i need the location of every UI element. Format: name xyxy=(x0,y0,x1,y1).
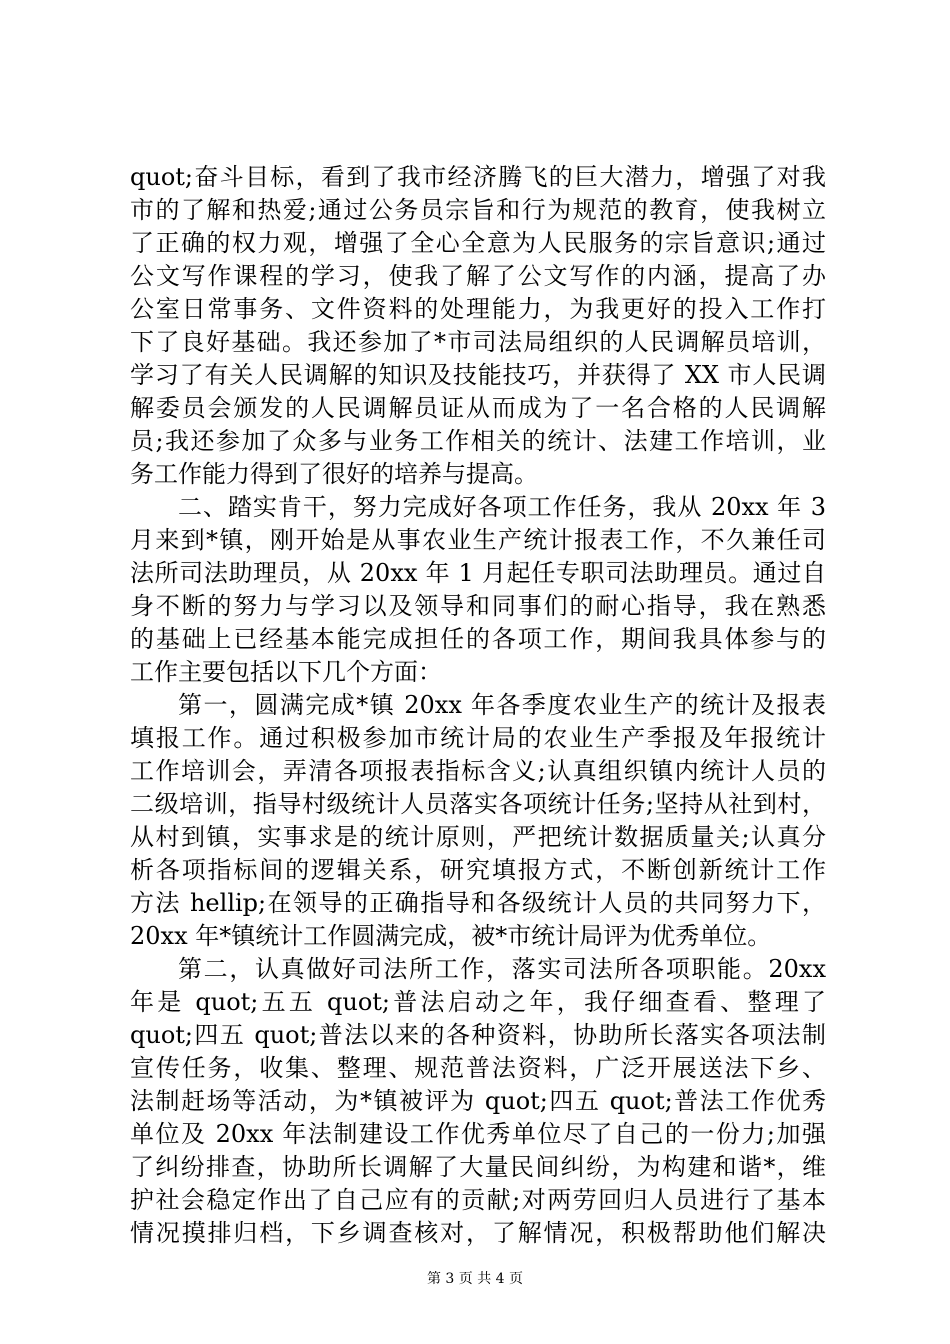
text-line: 下了良好基础。我还参加了*市司法局组织的人民调解员培训， xyxy=(130,328,826,356)
text-line: 宣传任务，收集、整理、规范普法资料，广泛开展送法下乡、 xyxy=(130,1054,826,1082)
text-line: 解委员会颁发的人民调解员证从而成为了一名合格的人民调解 xyxy=(130,394,826,422)
text-line: 了正确的权力观，增强了全心全意为人民服务的宗旨意识;通过 xyxy=(130,229,826,257)
text-line: 法制赶场等活动，为*镇被评为 quot;四五 quot;普法工作优秀 xyxy=(130,1087,826,1115)
document-body xyxy=(130,161,826,1250)
text-line: 工作培训会，弄清各项报表指标含义;认真组织镇内统计人员的 xyxy=(130,757,826,785)
text-line: 单位及 20xx 年法制建设工作优秀单位尽了自己的一份力;加强 xyxy=(130,1120,826,1148)
text-line: 公室日常事务、文件资料的处理能力，为我更好的投入工作打 xyxy=(130,295,826,323)
text-line: 学习了有关人民调解的知识及技能技巧，并获得了 XX 市人民调 xyxy=(130,361,826,389)
page-footer: 第 3 页 共 4 页 xyxy=(426,1271,524,1287)
text-line: 方法 hellip;在领导的正确指导和各级统计人员的共同努力下， xyxy=(130,889,826,917)
text-line: 二、踏实肯干，努力完成好各项工作任务，我从 20xx 年 3 xyxy=(178,493,826,521)
text-line: 员;我还参加了众多与业务工作相关的统计、法建工作培训，业 xyxy=(130,427,826,455)
text-line: 第二，认真做好司法所工作，落实司法所各项职能。20xx xyxy=(178,955,826,983)
text-line: 务工作能力得到了很好的培养与提高。 xyxy=(130,460,538,488)
text-line: 情况摸排归档，下乡调查核对，了解情况，积极帮助他们解决 xyxy=(130,1219,826,1247)
text-line: quot;奋斗目标，看到了我市经济腾飞的巨大潜力，增强了对我 xyxy=(130,163,826,191)
text-line: 护社会稳定作出了自己应有的贡献;对两劳回归人员进行了基本 xyxy=(130,1186,826,1214)
text-line: 的基础上已经基本能完成担任的各项工作，期间我具体参与的 xyxy=(130,625,826,653)
text-line: 年是 quot;五五 quot;普法启动之年，我仔细查看、整理了 xyxy=(130,988,826,1016)
text-line: 公文写作课程的学习，使我了解了公文写作的内涵，提高了办 xyxy=(130,262,826,290)
text-line: 月来到*镇，刚开始是从事农业生产统计报表工作，不久兼任司 xyxy=(130,526,826,554)
text-line: quot;四五 quot;普法以来的各种资料，协助所长落实各项法制 xyxy=(130,1021,826,1049)
text-line: 析各项指标间的逻辑关系，研究填报方式，不断创新统计工作 xyxy=(130,856,826,884)
text-line: 20xx 年*镇统计工作圆满完成，被*市统计局评为优秀单位。 xyxy=(130,922,772,950)
text-line: 市的了解和热爱;通过公务员宗旨和行为规范的教育，使我树立 xyxy=(130,196,826,224)
text-line: 身不断的努力与学习以及领导和同事们的耐心指导，我在熟悉 xyxy=(130,592,826,620)
text-line: 法所司法助理员，从 20xx 年 1 月起任专职司法助理员。通过自 xyxy=(130,559,826,587)
text-line: 填报工作。通过积极参加市统计局的农业生产季报及年报统计 xyxy=(130,724,826,752)
text-line: 工作主要包括以下几个方面： xyxy=(130,658,442,686)
text-line: 了纠纷排查，协助所长调解了大量民间纠纷，为构建和谐*，维 xyxy=(130,1153,826,1181)
text-line: 第一，圆满完成*镇 20xx 年各季度农业生产的统计及报表 xyxy=(178,691,826,719)
text-line: 从村到镇，实事求是的统计原则，严把统计数据质量关;认真分 xyxy=(130,823,826,851)
text-line: 二级培训，指导村级统计人员落实各项统计任务;坚持从社到村， xyxy=(130,790,826,818)
